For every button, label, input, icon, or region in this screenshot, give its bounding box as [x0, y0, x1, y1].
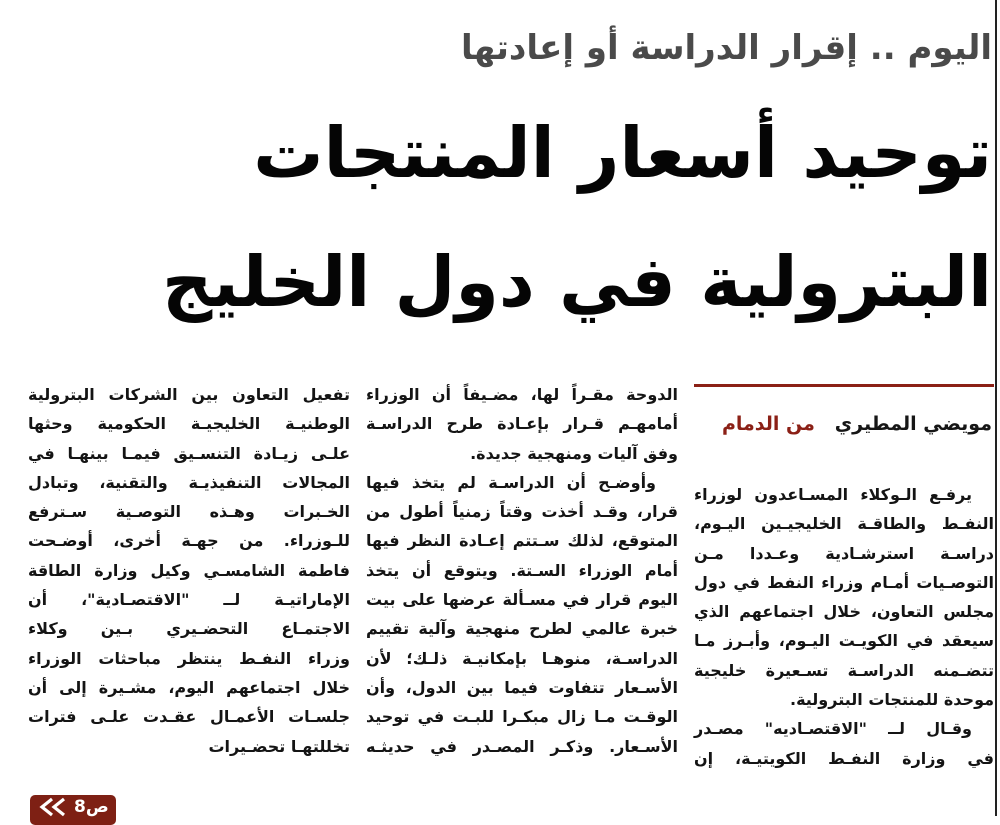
column-line: موحدة للمنتجات البترولية.: [789, 690, 994, 710]
continued-on-page-button[interactable]: [30, 795, 116, 825]
column-line: فاطمة الشامسـي وكيل وزارة الطاقة: [28, 560, 350, 580]
column-line: خبرة عالمي لطرح منهجية وآلية تقييم: [366, 619, 678, 639]
column-line: تخللتهـا تحضـيرات: [208, 736, 350, 756]
column-line: سيعقد في الكويـت اليـوم، وأبـرز مـا: [694, 631, 994, 651]
article-kicker: اليوم .. إقرار الدراسة أو إعادتها: [460, 28, 992, 68]
continued-page-label: ص8: [74, 797, 109, 817]
column-line: تفعيل التعاون بين الشركات البترولية: [28, 385, 350, 404]
article-column-middle: [366, 380, 678, 761]
column-line: قرار، وقـد أخذت وقتاً زمنياً أطول من: [366, 502, 678, 522]
column-line: دراسـة استرشـادية وعـددا مـن: [694, 543, 994, 563]
column-line: الدوحة مقـراً لها، مضـيفاً أن الوزراء: [366, 385, 678, 404]
column-line: المجالات التنفيذيـة والتقنية، وتبادل: [28, 472, 350, 492]
column-line: اليوم قرار في مسـألة عرضها على بيت: [366, 590, 678, 610]
column-line: علـى زيـادة التنسـيق فيمـا بينهـا في: [28, 443, 350, 463]
column-line: الدراسـة، منوهـا بإمكانيـة ذلـك؛ لأن: [366, 648, 678, 668]
page-border-rule: [995, 0, 997, 816]
column-line: الإماراتيـة لــ "الاقتصـادية"، أن: [28, 590, 350, 610]
column-line: جلسـات الأعمـال عقـدت علـى فترات: [28, 707, 350, 727]
column-line: أمام الوزراء السـتة. ويتوقع أن يتخذ: [366, 560, 678, 580]
column-line: الوطنيـة الخليجيـة الحكومية وحثها: [28, 414, 350, 434]
article-column-right: [694, 480, 994, 773]
byline-divider: [694, 384, 994, 387]
byline: [692, 410, 992, 438]
column-line: الوقـت مـا زال مبكـرا للبـت في توحيد: [366, 707, 678, 727]
column-line: الأسـعار تتفاوت فيما بين الدول، وأن: [366, 677, 678, 697]
column-line: وأوضـح أن الدراسـة لم يتخذ فيها: [366, 472, 656, 492]
column-line: في وزارة النفـط الكويتيـة، إن: [694, 748, 994, 768]
column-line: المتوقع، لذلك سـتتم إعـادة النظر فيها: [366, 531, 678, 551]
column-line: يرفـع الـوكلاء المسـاعدون لوزراء: [694, 485, 972, 504]
column-line: النفـط والطاقـة الخليجيـين اليـوم،: [694, 514, 994, 534]
article-column-left: [28, 380, 350, 761]
column-line: خلال اجتماعهم اليوم، مشـيرة إلى أن: [28, 677, 350, 697]
column-line: أمامهـم قـرار بإعـادة طرح الدراسـة: [366, 414, 678, 434]
double-chevron-left-icon: [38, 797, 68, 817]
headline-line-1: توحيد أسعار المنتجات: [253, 112, 992, 194]
column-line: وقـال لــ "الاقتصـاديه" مصـدر: [694, 719, 972, 739]
column-line: تتضـمنه الدراسـة تسـعيرة خليجية: [694, 660, 994, 680]
column-line: وزراء النفـط ينتظر مباحثات الوزراء: [28, 648, 350, 668]
column-line: للـوزراء. من جهـة أخرى، أوضـحت: [28, 531, 350, 551]
column-line: وفق آليات ومنهجية جديدة.: [470, 443, 678, 463]
byline-space: [821, 413, 828, 435]
column-line: الأسـعار. وذكـر المصـدر في حديثـه: [366, 736, 678, 756]
column-line: الخـبرات وهـذه التوصـية سـترفع: [28, 502, 350, 522]
column-line: الاجتمـاع التحضـيري بـين وكلاء: [28, 619, 350, 639]
column-line: مجلس التعاون، خلال اجتماعهم الذي: [694, 602, 994, 622]
byline-location: من الدمام: [721, 413, 815, 435]
column-line: التوصـيات أمـام وزراء النفط في دول: [694, 572, 994, 592]
headline-line-2: البترولية في دول الخليج: [161, 241, 992, 323]
byline-author: مويضي المطيري: [834, 413, 992, 435]
